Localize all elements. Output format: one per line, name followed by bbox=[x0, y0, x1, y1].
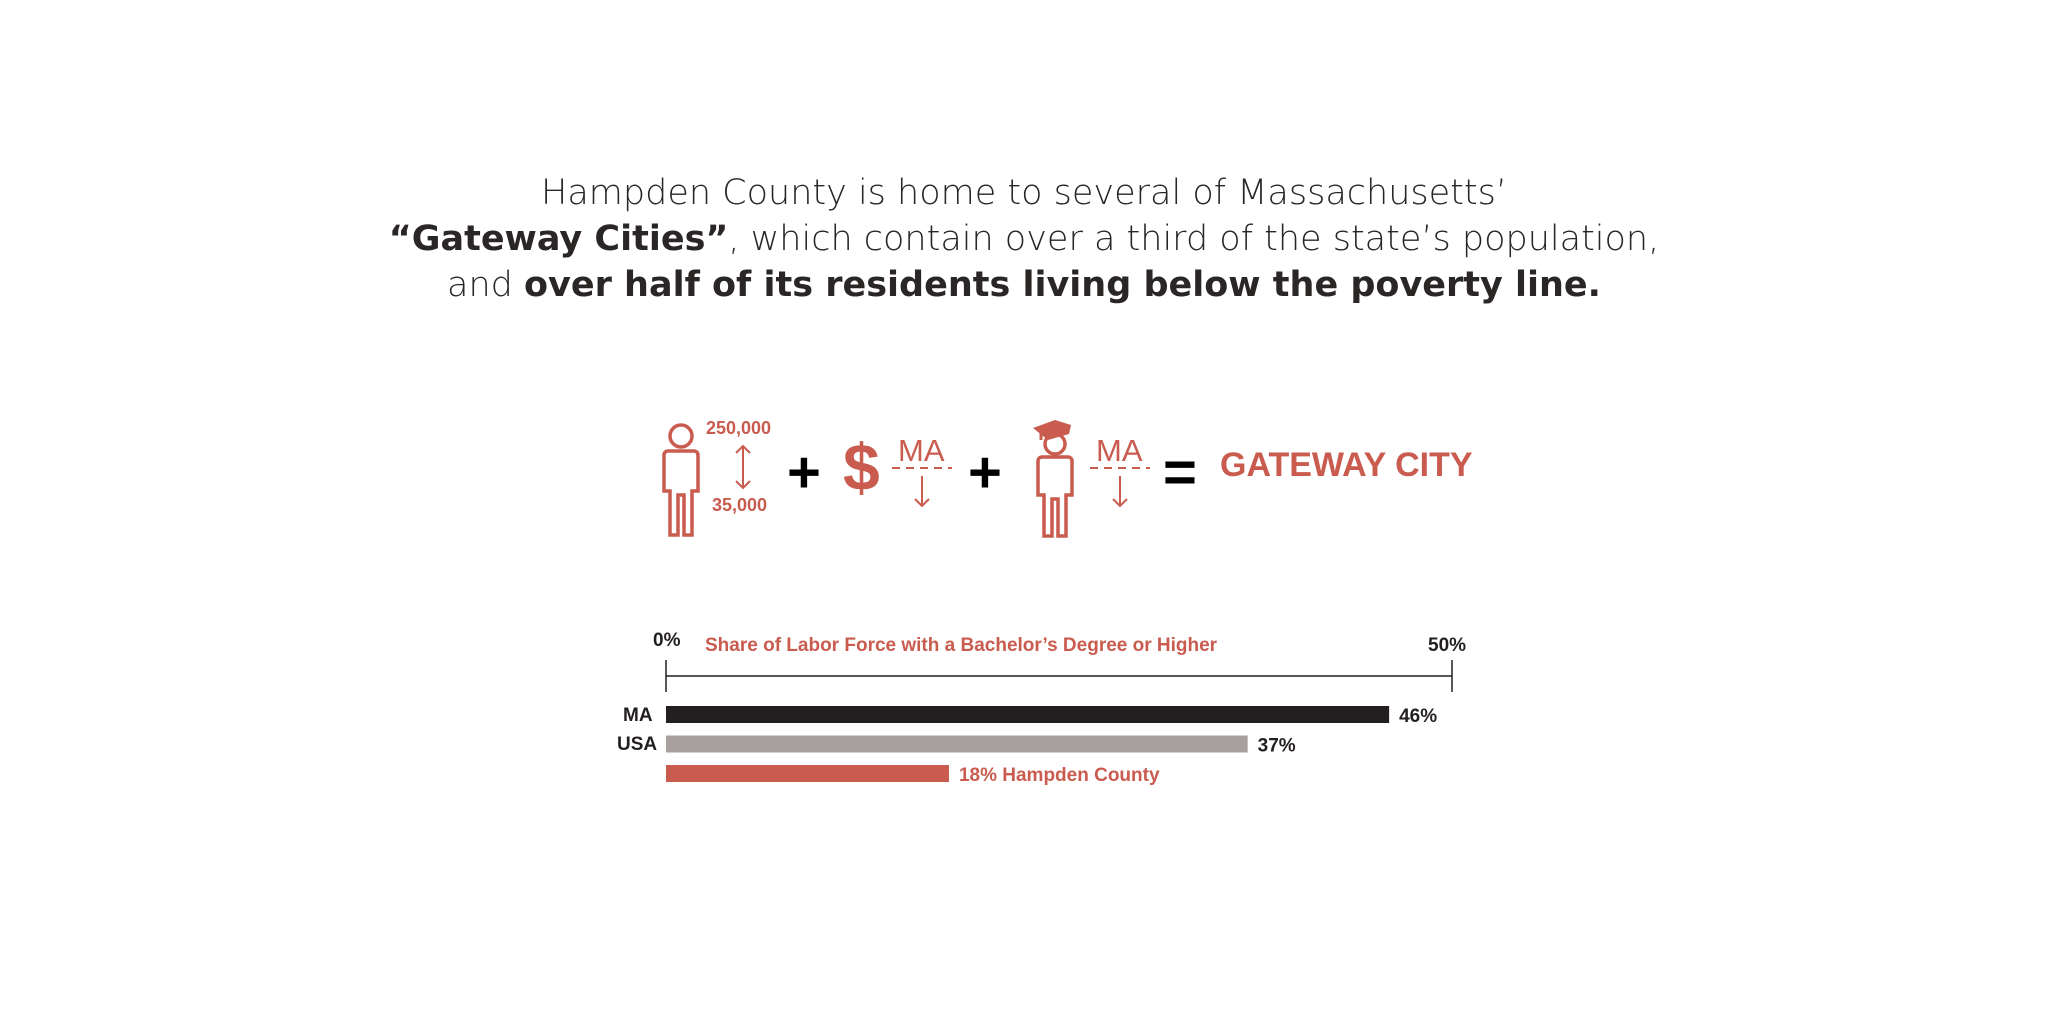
axis-max-label: 50% bbox=[1428, 635, 1467, 656]
bar-value-label-2: 37% bbox=[1257, 735, 1296, 757]
population-high-label: 250,000 bbox=[706, 418, 772, 438]
bar-3 bbox=[666, 765, 949, 782]
bar-2 bbox=[666, 736, 1248, 753]
chart-axis bbox=[666, 660, 1452, 692]
headline-line-1: Hampden County is home to several of Massachusetts’ bbox=[541, 173, 1507, 213]
category-label-usa: USA bbox=[617, 734, 658, 755]
plus-sign-2: + bbox=[968, 440, 1002, 505]
bar-1 bbox=[666, 706, 1389, 723]
equals-sign: = bbox=[1163, 440, 1197, 505]
population-low-label: 35,000 bbox=[712, 495, 768, 515]
arrow-up-down-icon bbox=[736, 446, 750, 488]
category-label-ma: MA bbox=[623, 705, 653, 726]
gateway-city-label: GATEWAY CITY bbox=[1220, 446, 1473, 484]
bar-value-label-3: 18% Hampden County bbox=[958, 765, 1160, 786]
headline-line-3-start: and bbox=[447, 265, 525, 305]
formula-icons bbox=[0, 400, 2048, 550]
chart-title: Share of Labor Force with a Bachelor’s Degree or Higher bbox=[705, 635, 1218, 656]
bachelors-degree-chart bbox=[0, 620, 2048, 820]
person-icon bbox=[664, 425, 698, 535]
education-ma-label: MA bbox=[1096, 433, 1143, 468]
graduate-icon bbox=[1033, 420, 1072, 536]
arrow-down-icon bbox=[915, 476, 929, 506]
bars-group bbox=[666, 706, 1437, 786]
plus-sign-1: + bbox=[787, 440, 821, 505]
bar-value-label-1: 46% bbox=[1399, 706, 1438, 727]
headline-line-2-rest: , which contain over a third of the state’s population, bbox=[728, 219, 1660, 259]
headline-line-3 bbox=[0, 262, 2048, 308]
arrow-down-icon-2 bbox=[1113, 476, 1127, 506]
headline-gateway-cities: “Gateway Cities” bbox=[388, 219, 729, 259]
dollar-icon: $ bbox=[843, 430, 880, 504]
gateway-city-formula bbox=[0, 400, 2048, 550]
headline bbox=[0, 170, 2048, 308]
headline-line-2 bbox=[0, 216, 2048, 262]
headline-poverty: over half of its residents living below the poverty line. bbox=[524, 265, 1601, 305]
axis-min-label: 0% bbox=[653, 630, 681, 651]
income-ma-label: MA bbox=[898, 433, 945, 468]
